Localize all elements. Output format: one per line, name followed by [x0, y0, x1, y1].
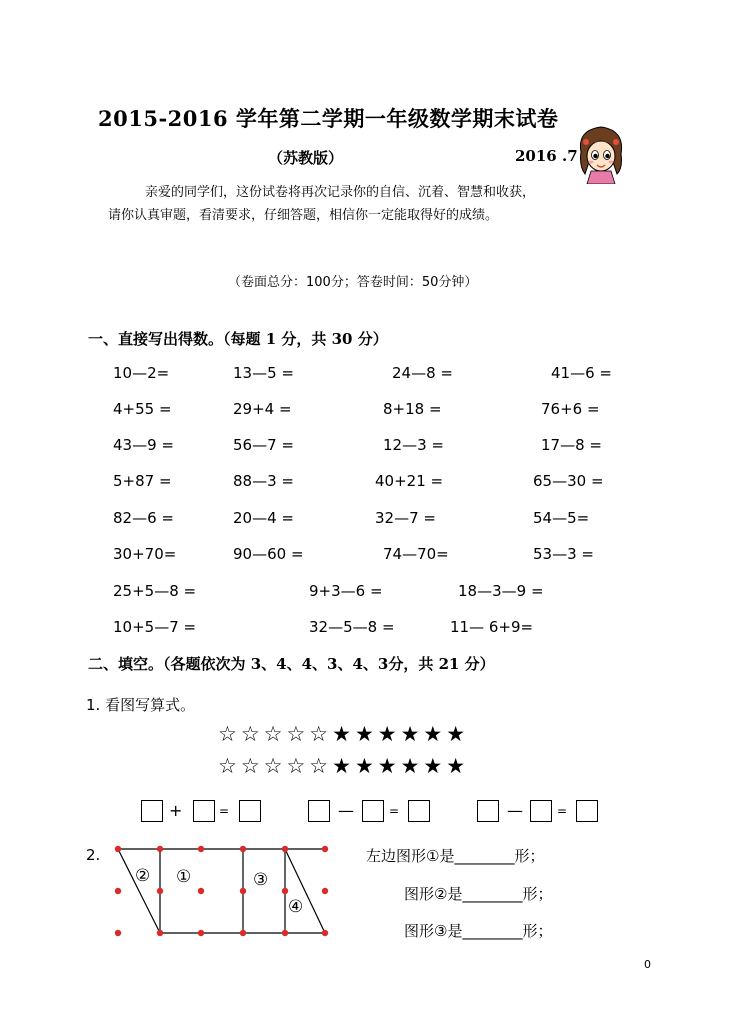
answer-box[interactable]	[308, 800, 330, 822]
answer-box[interactable]	[141, 800, 163, 822]
arith-item: 10—2=	[113, 364, 170, 382]
section1-heading: 一、直接写出得数。（每题 1 分，共 30 分）	[88, 330, 388, 348]
equals-sign: =	[557, 804, 568, 818]
arith-item: 32—7 =	[375, 509, 436, 527]
intro-line-2: 请你认真审题，看清要求，仔细答题，相信你一定能取得好的成绩。	[108, 208, 499, 223]
arith-item: 82—6 =	[113, 509, 174, 527]
arith-item: 25+5—8 =	[113, 582, 197, 600]
answer-box[interactable]	[530, 800, 552, 822]
exam-date: 2016 .7	[515, 147, 578, 165]
arith-item: 20—4 =	[233, 509, 294, 527]
star-row-1: ☆☆☆☆☆★★★★★★	[218, 722, 470, 746]
arith-item: 74—70=	[383, 545, 449, 563]
arith-item: 29+4 =	[233, 400, 292, 418]
answer-box[interactable]	[408, 800, 430, 822]
arith-item: 90—60 =	[233, 545, 304, 563]
arith-item: 11— 6+9=	[450, 618, 534, 636]
fill-line-shape2: 图形②是________形；	[404, 885, 553, 903]
arith-item: 5+87 =	[113, 472, 172, 490]
arith-item: 8+18 =	[383, 400, 442, 418]
answer-box[interactable]	[193, 800, 215, 822]
page-number: 0	[644, 958, 651, 971]
arith-item: 32—5—8 =	[309, 618, 395, 636]
operator-sign: —	[338, 801, 354, 820]
fill-line-shape3: 图形③是________形；	[404, 922, 553, 940]
arith-item: 12—3 =	[383, 436, 444, 454]
arith-item: 54—5=	[533, 509, 590, 527]
arith-item: 10+5—7 =	[113, 618, 197, 636]
arith-item: 43—9 =	[113, 436, 174, 454]
question1-label: 1. 看图写算式。	[86, 696, 196, 714]
edition-label: （苏教版）	[268, 149, 344, 167]
arith-item: 30+70=	[113, 545, 177, 563]
figure-label: ①	[176, 867, 192, 887]
fill-line-shape1: 左边图形①是________形；	[366, 847, 545, 865]
arith-item: 18—3—9 =	[458, 582, 544, 600]
score-info: （卷面总分：100分；答卷时间：50分钟）	[228, 275, 478, 290]
answer-box[interactable]	[477, 800, 499, 822]
figure-label: ②	[135, 866, 151, 886]
figure-label: ④	[288, 897, 304, 917]
equals-sign: =	[219, 804, 230, 818]
operator-sign: +	[169, 801, 183, 820]
answer-box[interactable]	[576, 800, 598, 822]
shape-figure	[110, 842, 335, 942]
operator-sign: —	[507, 801, 523, 820]
section2-heading: 二、填空。（各题依次为 3、4、4、3、4、3分，共 21 分）	[88, 655, 495, 673]
arith-item: 13—5 =	[233, 364, 294, 382]
arith-item: 41—6 =	[551, 364, 612, 382]
intro-line-1: 亲爱的同学们，这份试卷将再次记录你的自信、沉着、智慧和收获，	[145, 185, 536, 200]
arith-item: 4+55 =	[113, 400, 172, 418]
arith-item: 17—8 =	[541, 436, 602, 454]
answer-box[interactable]	[362, 800, 384, 822]
arith-item: 65—30 =	[533, 472, 604, 490]
girl-illustration	[575, 122, 627, 184]
equals-sign: =	[389, 804, 400, 818]
arith-item: 24—8 =	[392, 364, 453, 382]
arith-item: 53—3 =	[533, 545, 594, 563]
arith-item: 56—7 =	[233, 436, 294, 454]
star-row-2: ☆☆☆☆☆★★★★★★	[218, 754, 470, 778]
answer-box[interactable]	[239, 800, 261, 822]
exam-title: 2015-2016 学年第二学期一年级数学期末试卷	[98, 106, 559, 131]
arith-item: 76+6 =	[541, 400, 600, 418]
arith-item: 40+21 =	[375, 472, 444, 490]
arith-item: 88—3 =	[233, 472, 294, 490]
arith-item: 9+3—6 =	[309, 582, 383, 600]
question2-label: 2.	[86, 846, 101, 864]
figure-label: ③	[253, 870, 269, 890]
